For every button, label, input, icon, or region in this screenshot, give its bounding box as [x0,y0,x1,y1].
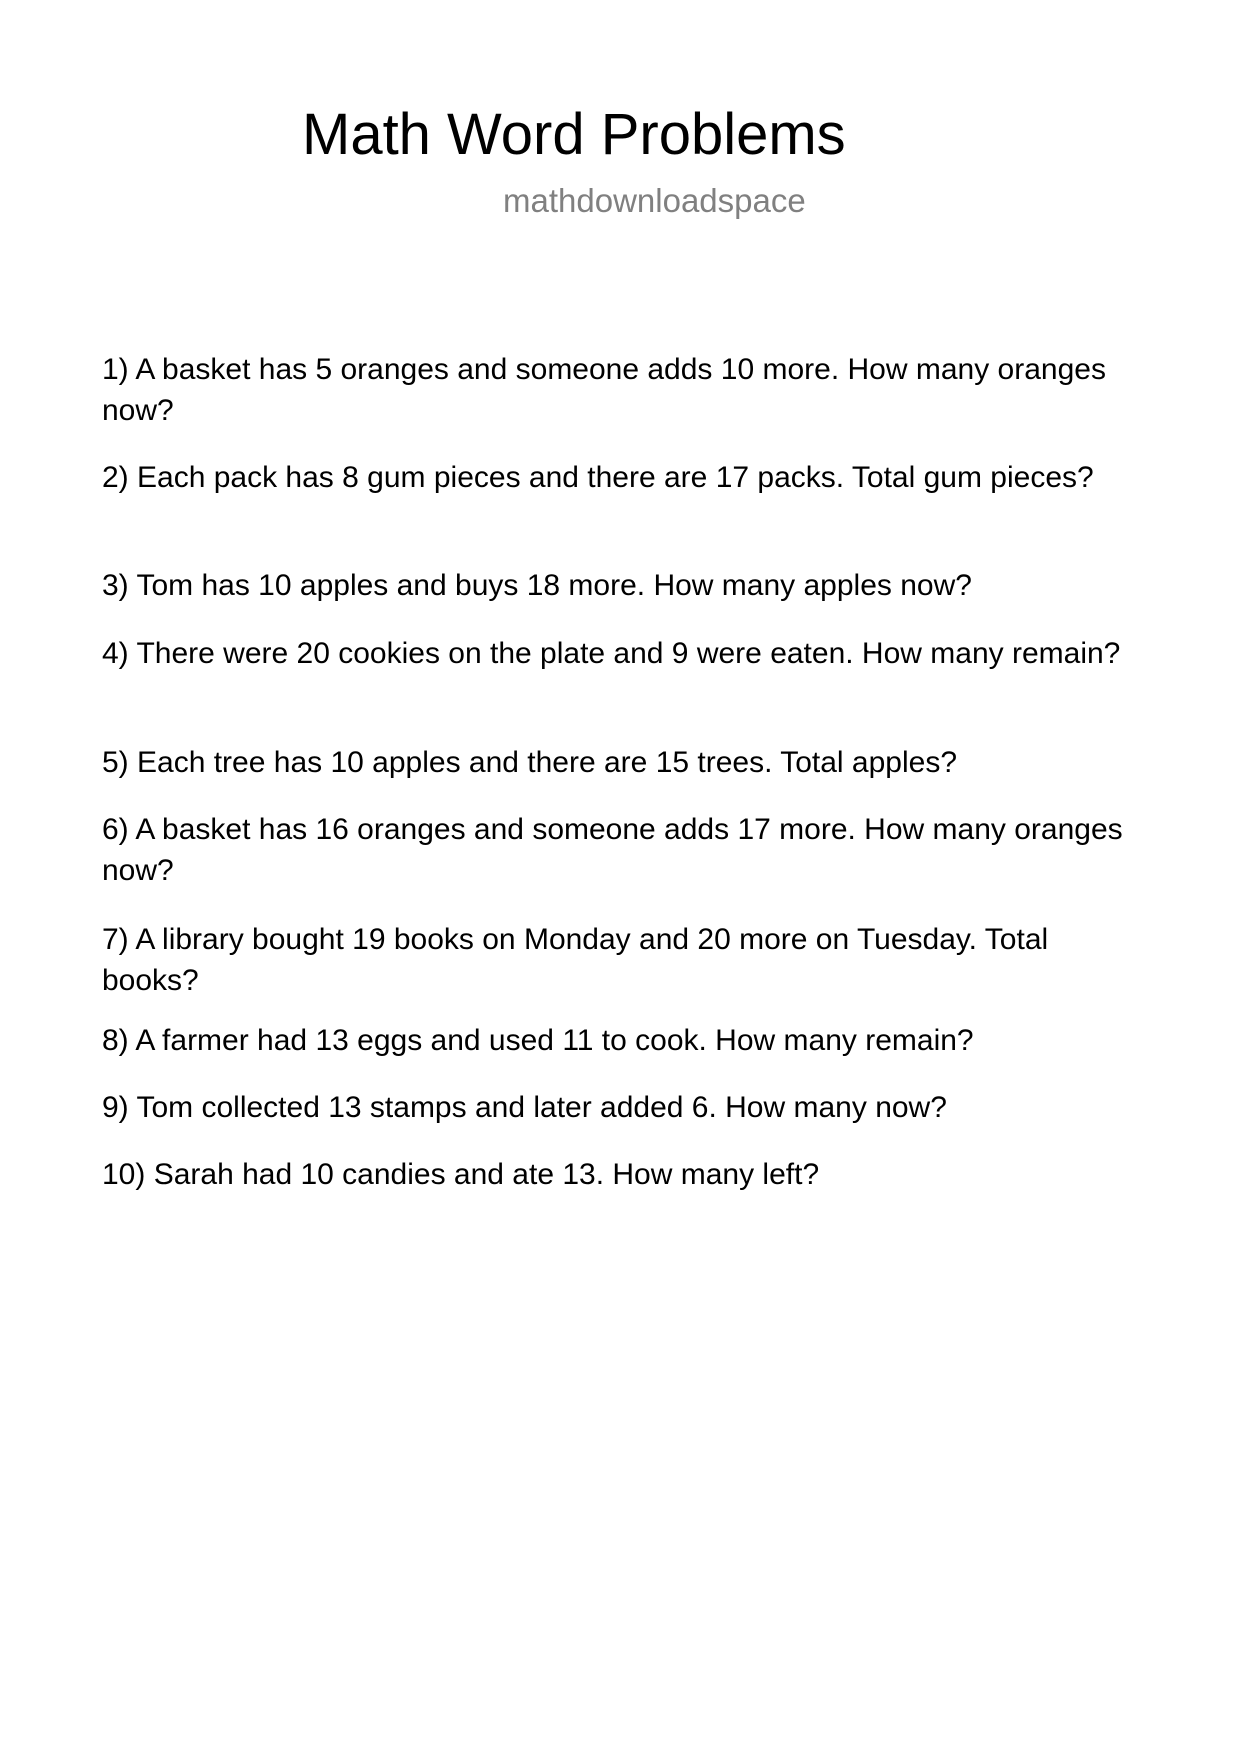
problem-item-3: 3) Tom has 10 apples and buys 18 more. How many apples now? [102,569,972,602]
problem-item-6: 6) A basket has 16 oranges and someone adds 17 more. How many oranges now? [102,813,1123,887]
page-title: Math Word Problems [302,102,846,167]
problem-item-10: 10) Sarah had 10 candies and ate 13. How many left? [102,1158,820,1191]
problem-item-1: 1) A basket has 5 oranges and someone adds 10 more. How many oranges now? [102,353,1106,427]
problem-item-7: 7) A library bought 19 books on Monday and 20 more on Tuesday. Total books? [102,923,1049,997]
problem-item-8: 8) A farmer had 13 eggs and used 11 to cook. How many remain? [102,1024,974,1057]
problem-item-2: 2) Each pack has 8 gum pieces and there are 17 packs. Total gum pieces? [102,461,1094,494]
problem-item-4: 4) There were 20 cookies on the plate and 9 were eaten. How many remain? [102,637,1121,670]
problem-item-9: 9) Tom collected 13 stamps and later added 6. How many now? [102,1091,947,1124]
source-subtitle: mathdownloadspace [503,182,806,219]
problem-item-5: 5) Each tree has 10 apples and there are 15 trees. Total apples? [102,746,958,779]
